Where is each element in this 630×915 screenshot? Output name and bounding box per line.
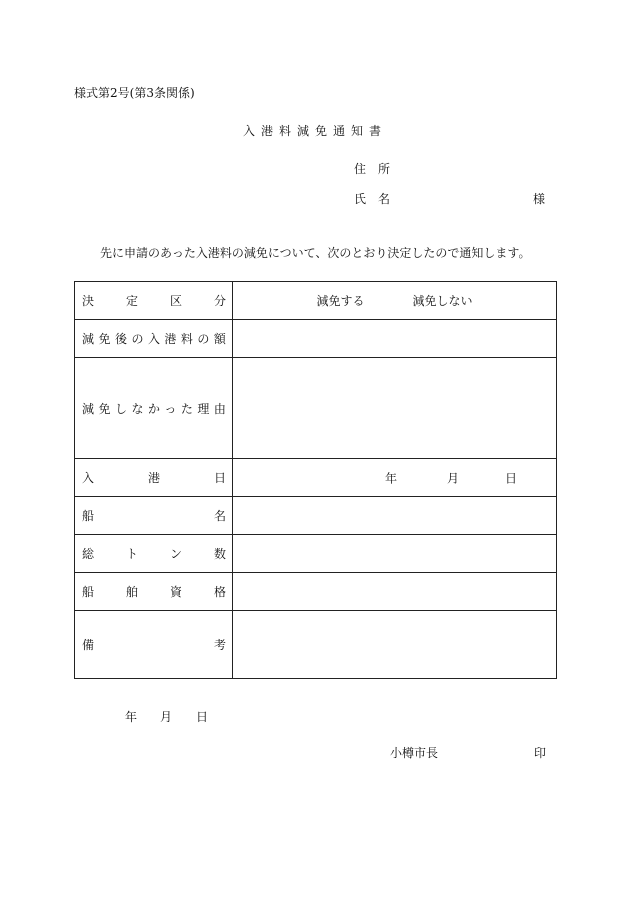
entry-year: 年 (385, 471, 398, 485)
remarks-field[interactable] (233, 611, 557, 679)
remarks-label: 備 考 (82, 638, 226, 652)
tonnage-row (75, 535, 557, 573)
entry-day: 日 (505, 471, 518, 485)
tonnage-label: 総 ト ン 数 (82, 547, 226, 561)
reduced-amount-field[interactable] (233, 320, 557, 358)
seal-mark: 印 (534, 746, 547, 760)
issue-day: 日 (196, 710, 209, 724)
form-number: 様式第2号(第3条関係) (74, 86, 195, 100)
intro-text: 先に申請のあった入港料の減免について、次のとおり決定したので通知します。 (100, 246, 531, 260)
reason-row (75, 358, 557, 459)
reduced-amount-row (75, 320, 557, 358)
ship-name-row (75, 497, 557, 535)
qualification-field[interactable] (233, 573, 557, 611)
entry-date-label: 入 港 日 (82, 471, 226, 485)
option-reduce[interactable]: 減免する (316, 294, 365, 308)
document-title: 入港料減免通知書 (242, 124, 387, 138)
notice-table (74, 281, 557, 679)
qualification-row (75, 573, 557, 611)
decision-label: 決 定 区 分 (82, 294, 226, 308)
reason-label: 減 免 し な か っ た 理 由 (82, 401, 226, 416)
option-no-reduce[interactable]: 減免しない (412, 294, 473, 308)
reason-field[interactable] (233, 358, 557, 459)
entry-date-row (75, 459, 557, 497)
issue-year: 年 (125, 710, 138, 724)
tonnage-field[interactable] (233, 535, 557, 573)
entry-month: 月 (447, 471, 460, 485)
qualification-label: 船 舶 資 格 (82, 585, 226, 599)
address-label: 住 所 (354, 162, 391, 176)
decision-field[interactable] (233, 282, 557, 320)
reduced-amount-label: 減 免 後 の 入 港 料 の 額 (82, 332, 226, 346)
honorific: 様 (533, 192, 546, 206)
decision-row (75, 282, 557, 320)
issue-month: 月 (160, 710, 173, 724)
issuer-mayor: 小樽市長 (390, 746, 439, 760)
entry-date-field[interactable] (233, 459, 557, 497)
name-label: 氏 名 (354, 192, 391, 206)
ship-name-field[interactable] (233, 497, 557, 535)
ship-name-label: 船 名 (82, 509, 226, 523)
remarks-row (75, 611, 557, 679)
